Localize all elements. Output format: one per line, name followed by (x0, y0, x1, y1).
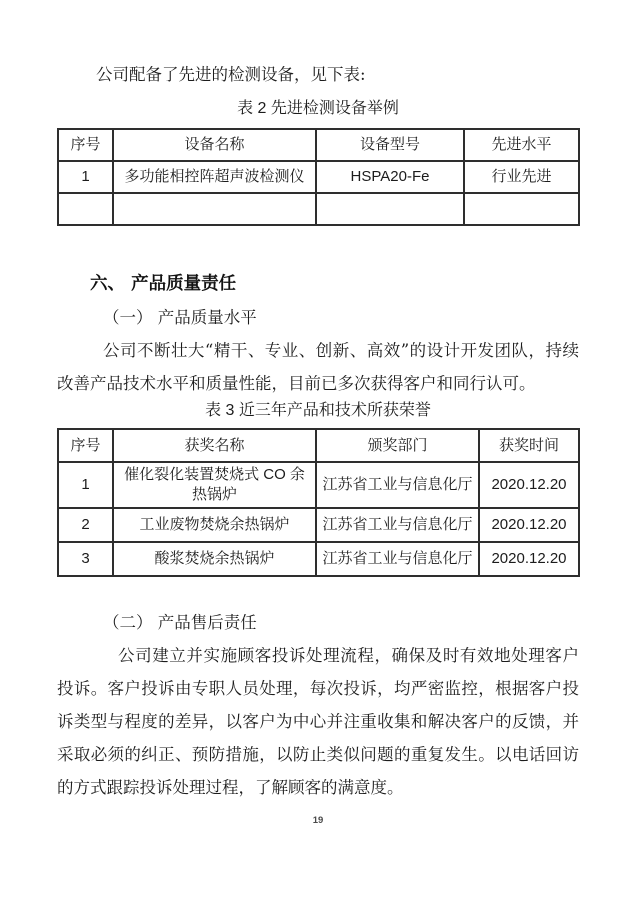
page-number: 19 (312, 815, 324, 826)
table-header-cell: 先进水平 (464, 129, 579, 161)
honors-table (57, 428, 580, 577)
table-row (58, 462, 579, 508)
equipment-table (57, 128, 580, 226)
table-header-cell: 获奖时间 (479, 429, 579, 462)
subsection-title-quality-level: （一） 产品质量水平 (103, 308, 257, 327)
table2-caption: 表 2 先进检测设备举例 (237, 100, 399, 117)
table-header-cell: 设备型号 (316, 129, 464, 161)
table-header-cell: 颁奖部门 (316, 429, 479, 462)
table-header-cell: 获奖名称 (113, 429, 316, 462)
table-cell: 2 (58, 508, 113, 542)
table-cell: 1 (58, 161, 113, 193)
table-row (58, 542, 579, 576)
table-cell: 江苏省工业与信息化厅 (316, 508, 479, 542)
table-cell (58, 193, 113, 225)
table-cell: 催化裂化装置焚烧式 CO 余热锅炉 (113, 462, 316, 508)
table-cell: 江苏省工业与信息化厅 (316, 462, 479, 508)
table-cell: 行业先进 (464, 161, 579, 193)
table-header-cell: 序号 (58, 129, 113, 161)
table-row (58, 508, 579, 542)
table3-caption: 表 3 近三年产品和技术所获荣誉 (205, 402, 431, 419)
table-header-cell: 设备名称 (113, 129, 316, 161)
table-cell: 多功能相控阵超声波检测仪 (113, 161, 316, 193)
table-header-row (58, 429, 579, 462)
table-cell (113, 193, 316, 225)
table-header-cell: 序号 (58, 429, 113, 462)
table-cell: 2020.12.20 (479, 462, 579, 508)
section-heading: 六、 产品质量责任 (90, 274, 237, 294)
table-row (58, 193, 579, 225)
table-cell: 2020.12.20 (479, 508, 579, 542)
table-cell: 3 (58, 542, 113, 576)
table-cell (316, 193, 464, 225)
table-header-row (58, 129, 579, 161)
table-cell: 江苏省工业与信息化厅 (316, 542, 479, 576)
table-cell: 工业废物焚烧余热锅炉 (113, 508, 316, 542)
subsection-title-after-sales: （二） 产品售后责任 (103, 613, 257, 632)
table-row (58, 161, 579, 193)
table-cell (464, 193, 579, 225)
table-cell: 2020.12.20 (479, 542, 579, 576)
table-cell: 酸浆焚烧余热锅炉 (113, 542, 316, 576)
table-cell: HSPA20-Fe (316, 161, 464, 193)
intro-paragraph: 公司配备了先进的检测设备，见下表: (96, 65, 366, 84)
body-paragraph-after-sales: 公司建立并实施顾客投诉处理流程，确保及时有效地处理客户投诉。客户投诉由专职人员处理，每次投诉，均严密监控，根据客户投诉类型与程度的差异，以客户为中心并注重收集和解决客户的反馈，并采取必须的纠正、预防措施，以防止类似问题的重复发生。以电话回访的方式跟踪投诉处理过程，了解顾客的满意度。 (57, 646, 579, 797)
table-cell: 1 (58, 462, 113, 508)
body-paragraph-quality: 公司不断壮大“精干、专业、创新、高效”的设计开发团队，持续改善产品技术水平和质量性能，目前已多次获得客户和同行认可。 (57, 341, 579, 393)
